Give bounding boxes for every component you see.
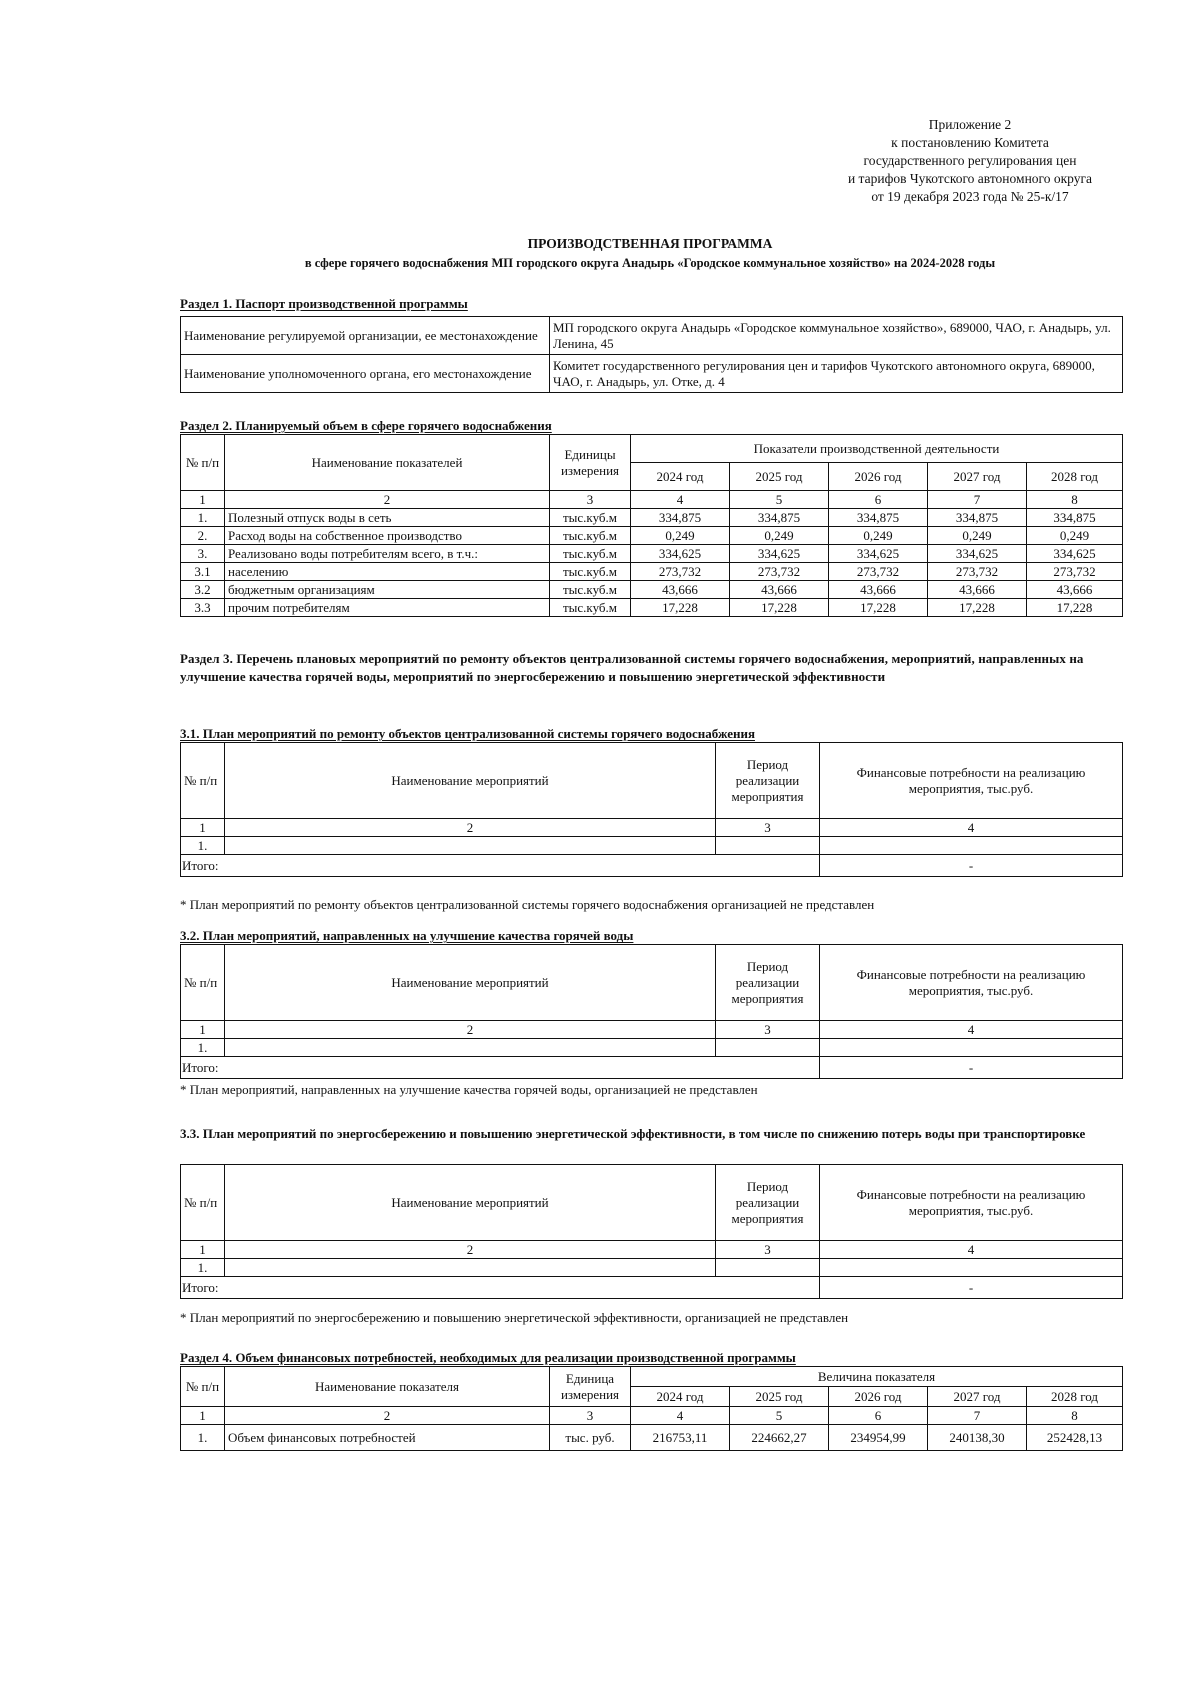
appendix-line: от 19 декабря 2023 года № 25-к/17 [871,189,1069,204]
year-header: 2025 год [730,1387,829,1407]
index-cell: 2 [225,1021,716,1039]
row-value: 0,249 [730,527,829,545]
index-cell: 3 [550,491,631,509]
total-row [181,1277,1123,1299]
row-value: 273,732 [1027,563,1123,581]
row-value: 334,875 [829,509,928,527]
year-header: 2024 год [631,1387,730,1407]
row-period [716,1259,820,1277]
header-cell: № п/п [181,945,225,1021]
row-value: 334,875 [928,509,1027,527]
index-cell: 3 [716,1021,820,1039]
table-header-row [181,435,1123,463]
row-name: Реализовано воды потребителям всего, в т.ч.: [225,545,550,563]
appendix-line: Приложение 2 [928,117,1012,132]
row-unit: тыс.куб.м [550,545,631,563]
appendix-line: государственного регулирования цен [863,153,1077,168]
table-row [181,509,1123,527]
index-cell: 3 [716,1241,820,1259]
row-value: 17,228 [928,599,1027,617]
table-row [181,545,1123,563]
year-header: 2024 год [631,463,730,491]
header-cell: Единица измерения [550,1367,631,1407]
row-value: 0,249 [631,527,730,545]
header-cell: Финансовые потребности на реализацию мероприятия, тыс.руб. [820,1165,1123,1241]
table-cell: Наименование уполномоченного органа, его местонахождение [181,355,550,393]
header-cell: Величина показателя [631,1367,1123,1387]
row-value: 334,875 [1027,509,1123,527]
header-cell: Период реализации мероприятия [716,743,820,819]
index-cell: 4 [820,819,1123,837]
row-number: 3.1 [181,563,225,581]
table-row [181,837,1123,855]
row-finance [820,837,1123,855]
row-value: 334,625 [829,545,928,563]
row-value: 0,249 [829,527,928,545]
index-cell: 1 [181,819,225,837]
row-value: 17,228 [1027,599,1123,617]
index-cell: 1 [181,1407,225,1425]
index-cell: 7 [928,1407,1027,1425]
table-row [181,317,1123,355]
index-cell: 5 [730,491,829,509]
table-cell: МП городского округа Анадырь «Городское коммунальное хозяйство», 689000, ЧАО, г. Анадырь, ул. Ленина, 45 [550,317,1123,355]
row-number: 1. [181,1425,225,1451]
index-row [181,491,1123,509]
section3-3-heading: 3.3. План мероприятий по энергосбережению и повышению энергетической эффективности, в том числе по снижению потерь воды при транспортировке [180,1126,1086,1141]
table-row [181,1259,1123,1277]
table-header-row [181,1165,1123,1241]
index-row [181,1021,1123,1039]
total-row [181,1057,1123,1079]
index-cell: 6 [829,1407,928,1425]
appendix-line: и тарифов Чукотского автономного округа [847,171,1093,186]
index-cell: 2 [225,1241,716,1259]
row-number: 3.3 [181,599,225,617]
header-cell: Наименование мероприятий [225,743,716,819]
header-cell: Единицы измерения [550,435,631,491]
section4-heading: Раздел 4. Объем финансовых потребностей, необходимых для реализации производственной программы [180,1350,796,1365]
index-cell: 4 [631,1407,730,1425]
total-label: Итого: [181,1057,820,1079]
table-row [181,581,1123,599]
passport-table [180,316,1123,393]
index-row [181,819,1123,837]
row-unit: тыс. руб. [550,1425,631,1451]
row-period [716,837,820,855]
total-value: - [820,855,1123,877]
index-cell: 2 [225,819,716,837]
table-row [181,355,1123,393]
header-cell: № п/п [181,1165,225,1241]
row-unit: тыс.куб.м [550,509,631,527]
table-row [181,527,1123,545]
row-value: 43,666 [928,581,1027,599]
section2-heading: Раздел 2. Планируемый объем в сфере горячего водоснабжения [180,418,552,433]
header-cell: Показатели производственной деятельности [631,435,1123,463]
row-value: 240138,30 [928,1425,1027,1451]
row-value: 334,875 [631,509,730,527]
row-name: Расход воды на собственное производство [225,527,550,545]
row-value: 0,249 [1027,527,1123,545]
section3-heading: Раздел 3. Перечень плановых мероприятий по ремонту объектов централизованной системы горячего водоснабжения, мероприятий, направленных на улучшение качества горячей воды, мероприятий по энергосбережению и повышению энергетической эффективности [180,651,1084,684]
row-value: 17,228 [631,599,730,617]
row-number: 3.2 [181,581,225,599]
index-cell: 1 [181,1021,225,1039]
year-header: 2028 год [1027,463,1123,491]
row-value: 216753,11 [631,1425,730,1451]
index-cell: 6 [829,491,928,509]
total-value: - [820,1057,1123,1079]
header-cell: № п/п [181,743,225,819]
section3-2-note: * План мероприятий, направленных на улучшение качества горячей воды, организацией не представлен [180,1082,758,1097]
row-value: 252428,13 [1027,1425,1123,1451]
header-cell: Наименование показателей [225,435,550,491]
index-cell: 4 [631,491,730,509]
table-row [181,599,1123,617]
document-subtitle: в сфере горячего водоснабжения МП городского округа Анадырь «Городское коммунальное хозяйство» на 2024-2028 годы [304,256,996,270]
header-cell: Наименование мероприятий [225,1165,716,1241]
row-value: 273,732 [730,563,829,581]
table-header-row [181,945,1123,1021]
header-cell: Финансовые потребности на реализацию мероприятия, тыс.руб. [820,945,1123,1021]
total-row [181,855,1123,877]
row-value: 43,666 [1027,581,1123,599]
plan-table-3-1 [180,742,1123,877]
header-cell: Период реализации мероприятия [716,1165,820,1241]
header-cell: № п/п [181,435,225,491]
row-value: 334,625 [928,545,1027,563]
table-header-row [181,1367,1123,1387]
row-name: населению [225,563,550,581]
index-cell: 2 [225,491,550,509]
row-number: 1. [181,1259,225,1277]
row-value: 234954,99 [829,1425,928,1451]
index-cell: 4 [820,1241,1123,1259]
row-value: 224662,27 [730,1425,829,1451]
row-value: 273,732 [928,563,1027,581]
plan-table-3-3 [180,1164,1123,1299]
total-value: - [820,1277,1123,1299]
header-cell: Наименование показателя [225,1367,550,1407]
row-name: Полезный отпуск воды в сеть [225,509,550,527]
year-header: 2027 год [928,463,1027,491]
volume-table-body [181,509,1123,617]
row-value: 273,732 [631,563,730,581]
section3-1-note: * План мероприятий по ремонту объектов централизованной системы горячего водоснабжения организацией не представлен [180,897,875,912]
section3-2-heading: 3.2. План мероприятий, направленных на улучшение качества горячей воды [180,928,634,943]
volume-table [180,434,1123,617]
appendix-block [820,116,1120,206]
row-name [225,837,716,855]
row-unit: тыс.куб.м [550,527,631,545]
row-number: 1. [181,509,225,527]
row-value: 43,666 [829,581,928,599]
total-label: Итого: [181,1277,820,1299]
row-unit: тыс.куб.м [550,599,631,617]
plan-table-3-2 [180,944,1123,1079]
row-value: 334,625 [631,545,730,563]
row-number: 1. [181,837,225,855]
header-cell: Период реализации мероприятия [716,945,820,1021]
index-cell: 3 [716,819,820,837]
appendix-line: к постановлению Комитета [891,135,1049,150]
row-number: 1. [181,1039,225,1057]
row-value: 334,875 [730,509,829,527]
row-name [225,1039,716,1057]
row-name: бюджетным организациям [225,581,550,599]
table-row [181,1425,1123,1451]
table-row [181,1039,1123,1057]
index-cell: 8 [1027,1407,1123,1425]
row-name [225,1259,716,1277]
row-value: 273,732 [829,563,928,581]
row-name: прочим потребителям [225,599,550,617]
table-cell: Комитет государственного регулирования цен и тарифов Чукотского автономного округа, 689000, ЧАО, г. Анадырь, ул. Отке, д. 4 [550,355,1123,393]
year-header: 2026 год [829,463,928,491]
row-period [716,1039,820,1057]
row-number: 3. [181,545,225,563]
row-unit: тыс.куб.м [550,581,631,599]
row-value: 43,666 [730,581,829,599]
row-value: 334,625 [730,545,829,563]
index-cell: 7 [928,491,1027,509]
index-row [181,1241,1123,1259]
row-finance [820,1039,1123,1057]
index-cell: 1 [181,491,225,509]
index-cell: 5 [730,1407,829,1425]
row-value: 17,228 [730,599,829,617]
section1-heading: Раздел 1. Паспорт производственной программы [180,296,468,311]
row-name: Объем финансовых потребностей [225,1425,550,1451]
index-cell: 2 [225,1407,550,1425]
row-value: 17,228 [829,599,928,617]
year-header: 2026 год [829,1387,928,1407]
header-cell: Финансовые потребности на реализацию мероприятия, тыс.руб. [820,743,1123,819]
table-row [181,563,1123,581]
table-header-row [181,743,1123,819]
row-value: 43,666 [631,581,730,599]
finance-table [180,1366,1123,1451]
row-unit: тыс.куб.м [550,563,631,581]
section3-1-heading: 3.1. План мероприятий по ремонту объектов централизованной системы горячего водоснабжения [180,726,755,741]
document-title: ПРОИЗВОДСТВЕННАЯ ПРОГРАММА [527,236,773,251]
index-cell: 8 [1027,491,1123,509]
index-cell: 3 [550,1407,631,1425]
header-cell: Наименование мероприятий [225,945,716,1021]
year-header: 2028 год [1027,1387,1123,1407]
section3-3-note: * План мероприятий по энергосбережению и повышению энергетической эффективности, организацией не представлен [180,1310,849,1325]
header-cell: № п/п [181,1367,225,1407]
year-header: 2027 год [928,1387,1027,1407]
year-header: 2025 год [730,463,829,491]
index-cell: 4 [820,1021,1123,1039]
total-label: Итого: [181,855,820,877]
row-finance [820,1259,1123,1277]
row-value: 334,625 [1027,545,1123,563]
row-value: 0,249 [928,527,1027,545]
index-cell: 1 [181,1241,225,1259]
table-cell: Наименование регулируемой организации, ее местонахождение [181,317,550,355]
row-number: 2. [181,527,225,545]
index-row [181,1407,1123,1425]
